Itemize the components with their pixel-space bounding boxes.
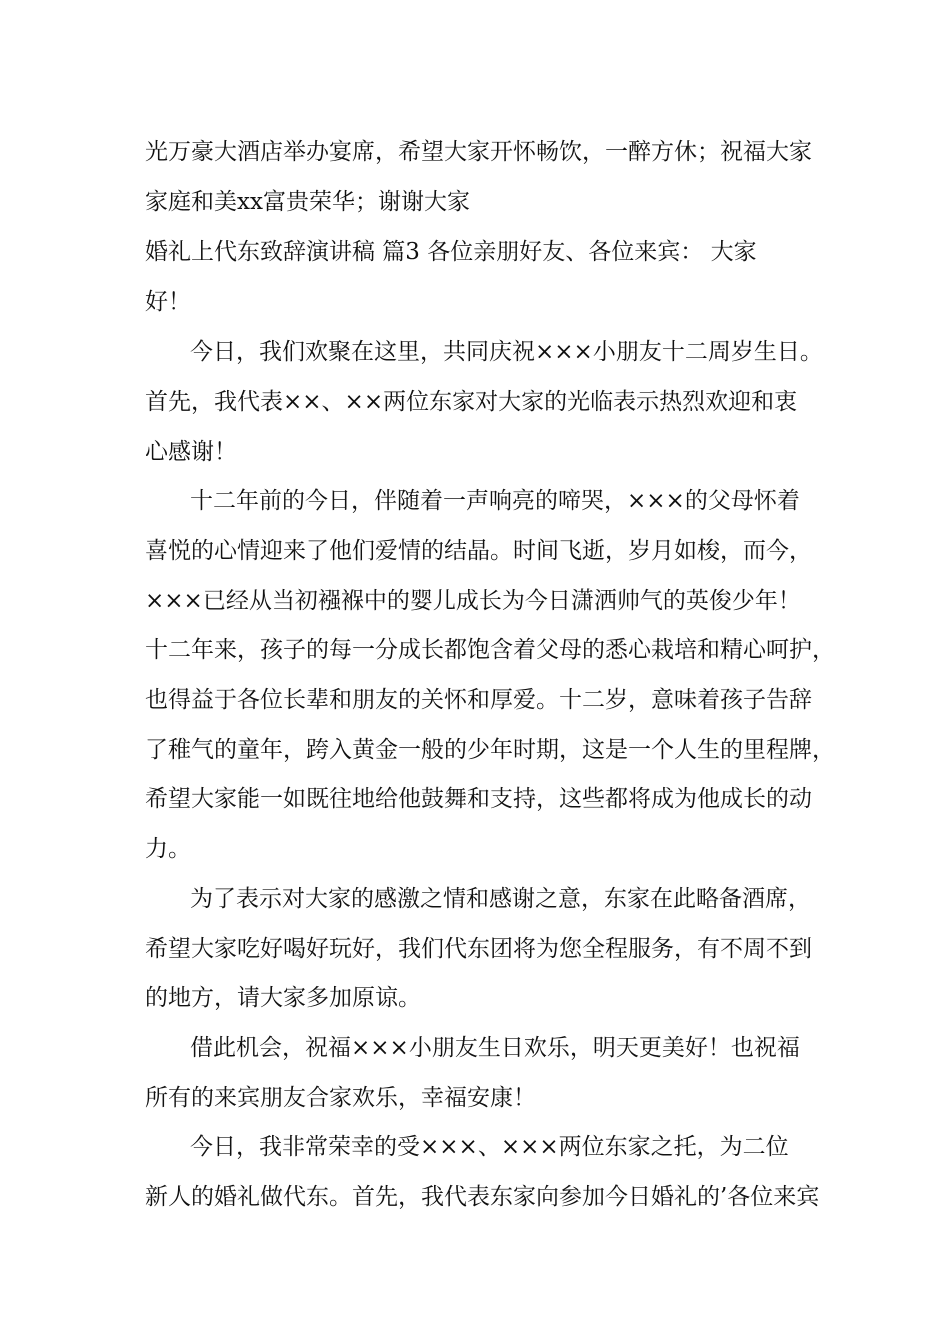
text-line: 了稚气的童年，跨入黄金一般的少年时期，这是一个人生的里程牌， <box>145 737 835 763</box>
paragraph-start-line: 为了表示对大家的感激之情和感谢之意，东家在此略备酒席， <box>190 886 811 912</box>
text-line: ×××已经从当初襁褓中的婴儿成长为今日潇洒帅气的英俊少年！ <box>145 588 801 614</box>
text-line: 希望大家吃好喝好玩好，我们代东团将为您全程服务，有不周不到 <box>145 936 812 962</box>
text-line: 喜悦的心情迎来了他们爱情的结晶。时间飞逝，岁月如梭，而今， <box>145 538 812 564</box>
text-line: 好！ <box>145 289 191 315</box>
text-line: 心感谢！ <box>145 439 237 465</box>
text-line: 的地方，请大家多加原谅。 <box>145 985 421 1011</box>
text-line: 也得益于各位长辈和朋友的关怀和厚爱。十二岁，意味着孩子告辞 <box>145 687 812 713</box>
paragraph-start-line: 今日，我们欢聚在这里，共同庆祝×××小朋友十二周岁生日。 <box>190 339 823 365</box>
text-line: 新人的婚礼做代东。首先，我代表东家向参加今日婚礼的’各位来宾 <box>145 1184 820 1210</box>
paragraph-start-line: 今日，我非常荣幸的受×××、×××两位东家之托，为二位 <box>190 1134 789 1160</box>
paragraph-start-line: 借此机会，祝福×××小朋友生日欢乐，明天更美好！也祝福 <box>190 1035 800 1061</box>
text-line: 十二年来，孩子的每一分成长都饱含着父母的悉心栽培和精心呵护， <box>145 637 835 663</box>
text-line: 家庭和美xx富贵荣华；谢谢大家 <box>145 189 470 215</box>
text-line: 力。 <box>145 836 191 862</box>
text-line: 首先，我代表××、××两位东家对大家的光临表示热烈欢迎和衷 <box>145 389 798 415</box>
text-line: 光万豪大酒店举办宴席，希望大家开怀畅饮，一醉方休；祝福大家 <box>145 139 812 165</box>
paragraph-start-line: 十二年前的今日，伴随着一声响亮的啼哭，×××的父母怀着 <box>190 488 800 514</box>
text-line: 希望大家能一如既往地给他鼓舞和支持，这些都将成为他成长的动 <box>145 786 812 812</box>
section-heading-line: 婚礼上代东致辞演讲稿 篇3 各位亲朋好友、各位来宾： 大家 <box>145 239 757 265</box>
text-line: 所有的来宾朋友合家欢乐，幸福安康！ <box>145 1085 536 1111</box>
